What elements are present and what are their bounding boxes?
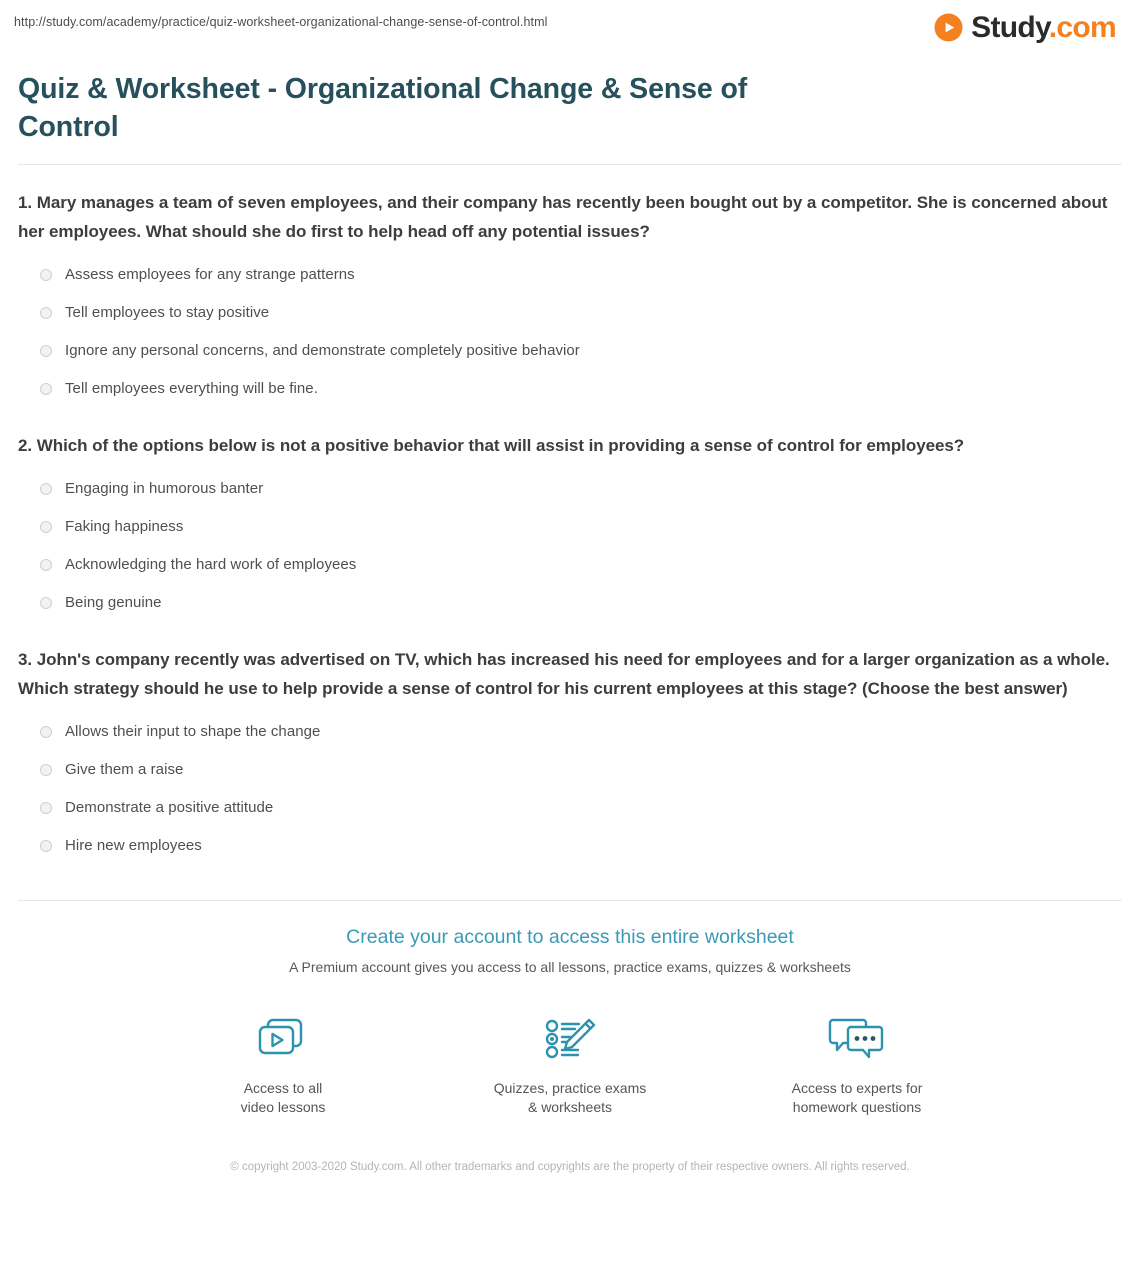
question-block [18,165,1122,408]
radio-button-icon[interactable] [40,559,52,571]
answer-label: Allows their input to shape the change [65,723,321,740]
create-account-link[interactable]: Create your account to access this entire worksheet [346,926,794,948]
answer-option[interactable] [18,789,1122,827]
answer-label: Assess employees for any strange patterns [65,266,355,283]
question-text: 2. Which of the options below is not a positive behavior that will assist in providing a sense of control for employees? [18,436,965,455]
answer-options [18,470,1122,622]
radio-button-icon[interactable] [40,269,52,281]
brand-suffix: .com [1048,10,1116,44]
answer-label: Demonstrate a positive attitude [65,799,274,816]
radio-button-icon[interactable] [40,383,52,395]
url-bar-text: http://study.com/academy/practice/quiz-worksheet-organizational-change-sense-of-control.html [14,15,548,29]
radio-button-icon[interactable] [40,764,52,776]
study-com-logo[interactable] [933,12,1126,43]
questions-list [0,165,1140,865]
answer-label: Tell employees to stay positive [65,304,270,321]
answer-option[interactable] [18,294,1122,332]
answer-label: Engaging in humorous banter [65,480,264,497]
feature-item [770,1011,945,1117]
page-title: Quiz & Worksheet - Organizational Change & Sense of Control [18,73,748,143]
radio-button-icon[interactable] [40,307,52,319]
page-header [0,0,1140,56]
video-lessons-icon [196,1011,371,1067]
create-account-section [0,901,1140,1176]
answer-option[interactable] [18,256,1122,294]
question-block [18,622,1122,865]
question-text: 3. John's company recently was advertised on TV, which has increased his need for employees and for a larger organization as a whole. Which strategy should he use to help provide a sense of control for his current employees at this stage? (Choose the best answer) [18,650,1110,698]
radio-button-icon[interactable] [40,521,52,533]
feature-label: Quizzes, practice exams & worksheets [493,1080,647,1115]
answer-label: Tell employees everything will be fine. [65,380,318,397]
radio-button-icon[interactable] [40,726,52,738]
answer-options [18,713,1122,865]
copyright-text: © copyright 2003-2020 Study.com. All other trademarks and copyrights are the property of their respective owners. All rights reserved. [230,1161,910,1173]
brand-wordmark [971,10,1116,44]
brand-name: Study [971,10,1049,44]
radio-button-icon[interactable] [40,345,52,357]
radio-button-icon[interactable] [40,597,52,609]
play-circle-icon [933,12,964,43]
feature-label: Access to experts for homework questions [791,1080,923,1115]
chat-bubbles-icon [770,1011,945,1067]
answer-label: Acknowledging the hard work of employees [65,556,357,573]
radio-button-icon[interactable] [40,483,52,495]
radio-button-icon[interactable] [40,840,52,852]
answer-label: Ignore any personal concerns, and demonstrate completely positive behavior [65,342,580,359]
answer-options [18,256,1122,408]
radio-button-icon[interactable] [40,802,52,814]
feature-label: Access to all video lessons [240,1080,326,1115]
answer-label: Being genuine [65,594,162,611]
question-block [18,408,1122,622]
answer-option[interactable] [18,370,1122,408]
feature-list [0,1011,1140,1117]
answer-option[interactable] [18,751,1122,789]
answer-option[interactable] [18,584,1122,622]
answer-option[interactable] [18,470,1122,508]
answer-label: Faking happiness [65,518,184,535]
feature-item [196,1011,371,1117]
answer-label: Give them a raise [65,761,184,778]
answer-option[interactable] [18,546,1122,584]
answer-option[interactable] [18,713,1122,751]
premium-account-subtitle: A Premium account gives you access to all lessons, practice exams, quizzes & worksheets [289,959,851,975]
question-text: 1. Mary manages a team of seven employees, and their company has recently been bought out by a competitor. She is concerned about her employees. What should she do first to help head off any potential issues? [18,193,1108,241]
answer-option[interactable] [18,508,1122,546]
feature-item [483,1011,658,1117]
answer-option[interactable] [18,827,1122,865]
answer-option[interactable] [18,332,1122,370]
answer-label: Hire new employees [65,837,202,854]
quiz-pencil-icon [483,1011,658,1067]
